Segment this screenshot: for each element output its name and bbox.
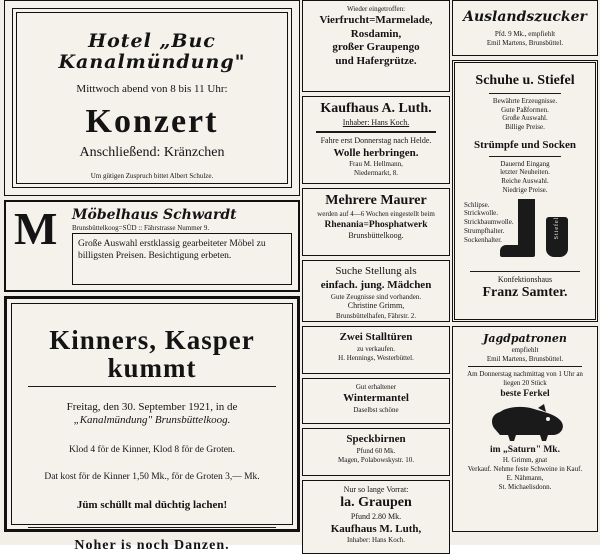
pig-icon: [482, 402, 568, 442]
jagd-bold2: im „Saturn" Mk.: [490, 445, 560, 456]
luth-a-name: Kaufhaus A. Luth.: [320, 101, 432, 116]
schuhe-c1: Dauernd Eingang: [500, 159, 550, 168]
stallturen-head: Zwei Stalltüren: [339, 331, 413, 343]
stellung-address: Brunsbüttelhafen, Fährstr. 2.: [336, 311, 416, 320]
column-middle: [302, 0, 450, 545]
maurer-place: Brunsbüttelkoog.: [348, 230, 404, 240]
jagd-note: Am Donnerstag nachmittag von 1 Uhr an liegen 20 Stück: [467, 370, 583, 387]
marmelade-line3: großer Graupengo: [332, 41, 420, 54]
ad-kaufhaus-a-luth: [302, 96, 450, 184]
schuhe-owner: Franz Samter.: [482, 284, 568, 300]
schuhe-d3: Strickbaumwolle.: [464, 218, 514, 227]
boot-label: Stiefel: [554, 216, 560, 239]
birnen-price: Pfund 60 Mk.: [356, 446, 396, 455]
ad-auslandszucker: [452, 0, 598, 56]
stellung-sign: Christine Grimm,: [347, 301, 405, 311]
ornament-corner-bottom-right: [265, 161, 288, 184]
schuhe-d2: Strickwolle.: [464, 209, 499, 218]
graupen-owner: Inhaber: Hans Koch.: [346, 536, 406, 545]
ad-maurer-gesucht: [302, 188, 450, 256]
schuhe-c4: Niedrige Preise.: [502, 185, 548, 194]
schuhe-head2: Strümpfe und Socken: [473, 138, 577, 151]
kasper-price: Dat kost för de Kinner 1,50 Mk., för de Groten 3,— Mk.: [44, 471, 260, 482]
ad-stalltueren: [302, 326, 450, 374]
column-right: [452, 0, 598, 545]
kasper-time: Klod 4 för de Kinner, Klod 8 för de Groten.: [68, 445, 236, 456]
moebel-address: Brunsbüttelkoog=SÜD :: Fährstrasse Nummer 9.: [72, 223, 210, 232]
luth-a-bold: Wolle herbringen.: [333, 146, 419, 159]
birnen-head: Speckbirnen: [346, 433, 406, 445]
graupen-head2: la. Graupen: [340, 495, 412, 511]
schuhe-b4: Billige Preise.: [505, 123, 545, 132]
wintermantel-body: Daselbst schöne: [353, 405, 399, 414]
kasper-headline: Kinners, Kasper kummt: [49, 325, 255, 384]
marmelade-line1: Vierfrucht=Marmelade,: [319, 13, 433, 26]
stellung-sub: einfach. jung. Mädchen: [320, 278, 432, 291]
maurer-body: werden auf 4—6 Wochen eingestellt beim: [317, 209, 435, 218]
schuhe-b3: Große Auswahl.: [502, 114, 548, 123]
ornament-corner-top-right: [265, 12, 288, 35]
ad-moebelhaus: [4, 200, 300, 292]
graupen-shop: Kaufhaus M. Luth,: [330, 522, 422, 535]
zucker-sign: Emil Martens, Brunsbüttel.: [486, 38, 564, 47]
divider: [489, 156, 561, 157]
jagd-l3: E. Nähmann,: [506, 473, 544, 482]
jagd-head: Jagdpatronen: [483, 332, 567, 345]
schuhe-head: Schuhe u. Stiefel: [475, 73, 575, 88]
stellung-body: Gute Zeugnisse sind vorhanden.: [330, 292, 422, 301]
divider: [316, 131, 436, 133]
ad-jagdpatronen: [452, 326, 598, 532]
graupen-head1: Nur so lange Vorrat:: [343, 485, 409, 494]
moebel-name: Möbelhaus Schwardt: [72, 207, 237, 223]
divider: [489, 93, 561, 94]
schuhe-c3: Reiche Auswahl.: [501, 177, 549, 186]
luth-a-note: Fahre erst Donnerstag nach Helde.: [320, 136, 432, 146]
jagd-bold1: beste Ferkel: [500, 388, 550, 399]
schuhe-house: Konfektionshaus: [497, 274, 553, 284]
jagd-l4: St. Michaelisdonn.: [498, 482, 552, 491]
ad-graupen: [302, 480, 450, 554]
jagd-sign: Emil Martens, Brunsbüttel.: [486, 354, 564, 363]
ad-schuhe-stiefel: [452, 60, 598, 322]
marmelade-head: Wieder eingetroffen:: [346, 5, 406, 13]
luth-a-sign: Frau M. Hellmann,: [349, 160, 403, 169]
ad-kasper-theater: [4, 296, 300, 553]
kasper-place: „Kanalmündung" Brunsbüttelkoog.: [73, 414, 231, 427]
moebel-body: Große Auswahl erstklassig gearbeiteter Möbel zu billigsten Preisen. Besichtigung erbeten.: [72, 233, 292, 285]
moebel-initial: M: [14, 203, 58, 254]
marmelade-line4: und Hafergrütze.: [335, 55, 417, 67]
luth-a-owner: Inhaber: Hans Koch.: [342, 117, 410, 127]
column-left: [4, 0, 300, 553]
hotel-signature: Um gütigen Zuspruch bittet Albert Schulze.: [90, 172, 214, 180]
ornament-corner-top-left: [16, 12, 39, 35]
kasper-slogan: Jüm schüllt mal düchtig lachen!: [76, 498, 228, 511]
schuhe-b2: Gute Paßformen.: [501, 105, 549, 114]
maurer-firm: Rhenania=Phosphatwerk: [324, 219, 428, 230]
schuhe-d5: Sockenhalter.: [464, 235, 502, 244]
wintermantel-head1: Gut erhaltener: [355, 383, 397, 391]
zucker-head: Auslandszucker: [463, 9, 587, 25]
boot-shaft-icon: [518, 199, 535, 251]
marmelade-line2: Rosdamin,: [350, 27, 402, 40]
ad-hotel-konzert: [4, 0, 300, 196]
schuhe-c2: letzter Neuheiten.: [500, 168, 550, 177]
hotel-headline: Konzert: [85, 102, 219, 140]
schuhe-b1: Bewährte Erzeugnisse.: [492, 96, 558, 105]
ad-wintermantel: [302, 378, 450, 424]
graupen-price: Pfund 2.80 Mk.: [350, 512, 402, 522]
ad-stellung-gesucht: [302, 260, 450, 322]
zucker-price: Pfd. 9 Mk., empfiehlt: [494, 29, 556, 38]
divider: [468, 366, 582, 367]
stellung-head: Suche Stellung als: [335, 265, 417, 277]
hotel-title: Hotel „Buc Kanalmündung": [58, 30, 246, 73]
schuhe-d1: Schlipse.: [464, 200, 490, 209]
hotel-followup: Anschließend: Kränzchen: [79, 145, 225, 161]
ornament-corner-bottom-left: [16, 161, 39, 184]
stallturen-sign: H. Hennings, Westerbüttel.: [338, 353, 414, 362]
hotel-subline: Mittwoch abend von 8 bis 11 Uhr:: [76, 82, 228, 95]
maurer-head: Mehrere Maurer: [325, 193, 427, 208]
ad-speckbirnen: [302, 428, 450, 476]
jagd-sub: empfiehlt: [511, 345, 539, 354]
divider: [28, 527, 276, 528]
schuhe-d4: Strumpfhalter.: [464, 226, 505, 235]
birnen-address: Magen, Polabowskystr. 10.: [337, 455, 415, 464]
divider: [470, 271, 580, 272]
kasper-footer: Noher is noch Danzen.: [74, 537, 230, 553]
divider: [28, 386, 276, 387]
boot-illustration: [460, 199, 590, 265]
jagd-l2: Verkauf. Nehme feste Schweine in Kauf.: [467, 465, 583, 474]
wintermantel-head2: Wintermantel: [343, 391, 409, 404]
ad-marmelade: [302, 0, 450, 92]
kasper-date: Freitag, den 30. September 1921, in de: [66, 400, 238, 413]
luth-a-address: Niedermarkt, 8.: [353, 169, 399, 178]
jagd-l1: H. Grimm, gnat: [502, 456, 548, 465]
boot-foot-icon: [500, 245, 535, 257]
stallturen-body: zu verkaufen.: [356, 344, 396, 353]
